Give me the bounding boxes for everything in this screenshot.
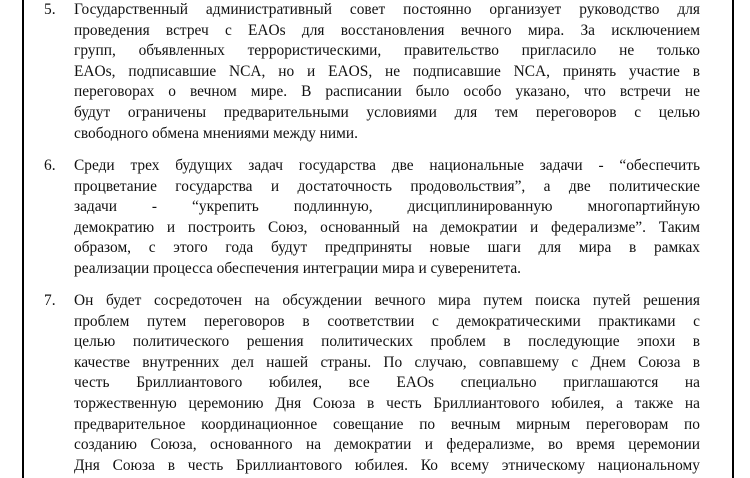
text-line: качестве внутренних дел нашей страны. По случаю, совпавшему с Днем Союза в <box>74 353 700 371</box>
text-line: торжественную церемонию Дня Союза в честь Бриллиантового юбилея, а также на <box>74 394 700 412</box>
text-line: Государственный административный совет постоянно организует руководство для <box>74 1 700 18</box>
text-line: Дня Союза в честь Бриллиантового юбилея. Ко всему этническому национальному <box>74 456 700 474</box>
text-line: честь Бриллиантового юбилея, все EAOs специально приглашаются на <box>74 374 700 392</box>
text-line: Он будет сосредоточен на обсуждении вечного мира путем поиска путей решения <box>74 292 700 309</box>
paragraph-text <box>74 156 700 280</box>
text-line: проведения встреч с EAOs для восстановления вечного мира. За исключением <box>74 21 700 39</box>
paragraph-text <box>74 291 700 476</box>
text-line: демократию и построить Союз, основанный на демократии и федерализме”. Таким <box>74 218 700 236</box>
text-line: будут ограничены предварительными условиями для тем переговоров с целью <box>74 103 700 121</box>
text-line: проблем путем переговоров в соответствии с демократическими практиками с <box>74 312 700 330</box>
text-line: целью политического решения политических проблем в последующие эпохи в <box>74 333 700 351</box>
paragraph-number: 5. <box>44 1 56 18</box>
text-line: групп, объявленных террористическими, правительство пригласило не только <box>74 42 700 60</box>
text-line: реализации процесса обеспечения интеграции мира и суверенитета. <box>74 259 522 277</box>
text-line: Среди трех будущих задач государства две национальные задачи - “обеспечить <box>74 157 700 174</box>
text-line: образом, с этого года будут предприняты новые шаги для мира в рамках <box>74 239 700 257</box>
text-line: EAOs, подписавшие NCA, но и EAOS, не подписавшие NCA, принять участие в <box>74 62 700 80</box>
text-line: процветание государства и достаточность продовольствия”, а две политические <box>74 177 700 195</box>
text-line: переговорах о вечном мире. В расписании было особо указано, что встречи не <box>74 83 700 101</box>
paragraph-number: 6. <box>44 157 56 174</box>
text-line: задачи - “укрепить подлинную, дисциплинированную многопартийную <box>74 198 700 216</box>
text-line: созданию Союза, основанного на демократии и федерализме, во время церемонии <box>74 436 700 454</box>
text-line: свободного обмена мнениями между ними. <box>74 124 358 142</box>
paragraph-number: 7. <box>44 292 56 309</box>
text-line: предварительное координационное совещание по вечным мирным переговорам по <box>74 415 700 433</box>
paragraph-text <box>74 0 700 144</box>
